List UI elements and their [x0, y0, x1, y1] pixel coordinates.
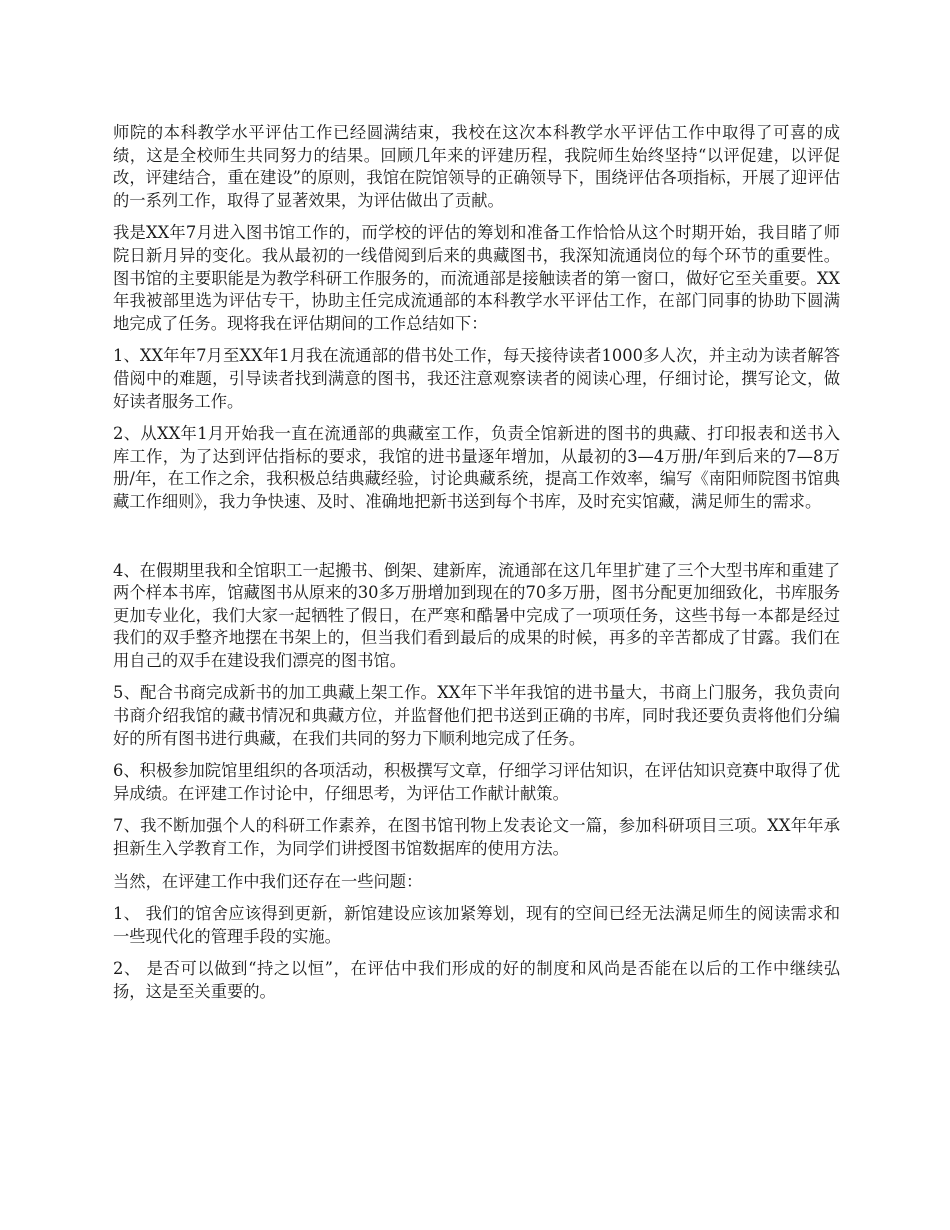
document-body [113, 122, 840, 1014]
paragraph-problem-1: 1、 我们的馆舍应该得到更新，新馆建设应该加紧筹划，现有的空间已经无法满足师生的阅读需求和一些现代化的管理手段的实施。 [113, 904, 840, 946]
paragraph-problem-2: 2、 是否可以做到“持之以恒”，在评估中我们形成的好的制度和风尚是否能在以后的工作中继续弘扬，这是至关重要的。 [113, 959, 840, 1001]
paragraph-item-7: 7、我不断加强个人的科研工作素养，在图书馆刊物上发表论文一篇，参加科研项目三项。XX年年承担新生入学教育工作，为同学们讲授图书馆数据库的使用方法。 [113, 816, 840, 859]
paragraph-item-4: 4、在假期里我和全馆职工一起搬书、倒架、建新库，流通部在这几年里扩建了三个大型书库和重建了两个样本书库，馆藏图书从原来的30多万册增加到现在的70多万册，图书分配更加细致化，书库服务更加专业化，我们大家一起牺牲了假日，在严寒和酷暑中完成了一项项任务，这些书每一本都是经过我们的双手整齐地摆在书架上的，但当我们看到最后的成果的时候，再多的辛苦都成了甘露。我们在用自己的双手在建设我们漂亮的图书馆。 [113, 560, 840, 670]
paragraph-item-2: 2、从XX年1月开始我一直在流通部的典藏室工作，负责全馆新进的图书的典藏、打印报表和送书入库工作，为了达到评估指标的要求，我馆的进书量逐年增加，从最初的3—4万册/年到后来的7—8万册/年，在工作之余，我积极总结典藏经验，讨论典藏系统，提高工作效率，编写《南阳师院图书馆典藏工作细则》，我力争快速、及时、准确地把新书送到每个书库，及时充实馆藏，满足师生的需求。 [113, 424, 840, 511]
paragraph-item-1: 1、XX年年7月至XX年1月我在流通部的借书处工作，每天接待读者1000多人次，并主动为读者解答借阅中的难题，引导读者找到满意的图书，我还注意观察读者的阅读心理，仔细讨论，撰写论文，做好读者服务工作。 [113, 346, 840, 411]
paragraph-background: 我是XX年7月进入图书馆工作的，而学校的评估的筹划和准备工作恰恰从这个时期开始，我目睹了师院日新月异的变化。我从最初的一线借阅到后来的典藏图书，我深知流通岗位的每个环节的重要性。图书馆的主要职能是为教学科研工作服务的，而流通部是接触读者的第一窗口，做好它至关重要。XX年我被部里选为评估专干，协助主任完成流通部的本科教学水平评估工作，在部门同事的协助下圆满地完成了任务。现将我在评估期间的工作总结如下： [113, 223, 840, 333]
paragraph-intro: 师院的本科教学水平评估工作已经圆满结束，我校在这次本科教学水平评估工作中取得了可喜的成绩，这是全校师生共同努力的结果。回顾几年来的评建历程，我院师生始终坚持“以评促建，以评促改，评建结合，重在建设”的原则，我馆在院馆领导的正确领导下，围绕评估各项指标，开展了迎评估的一系列工作，取得了显著效果，为评估做出了贡献。 [113, 123, 840, 210]
paragraph-problems-intro: 当然，在评建工作中我们还存在一些问题： [113, 871, 423, 891]
paragraph-item-5: 5、配合书商完成新书的加工典藏上架工作。XX年下半年我馆的进书量大，书商上门服务，我负责向书商介绍我馆的藏书情况和典藏方位，并监督他们把书送到正确的书库，同时我还要负责将他们分编好的所有图书进行典藏，在我们共同的努力下顺利地完成了任务。 [113, 683, 840, 748]
paragraph-item-6: 6、积极参加院馆里组织的各项活动，积极撰写文章，仔细学习评估知识，在评估知识竞赛中取得了优异成绩。在评建工作讨论中，仔细思考，为评估工作献计献策。 [113, 761, 840, 803]
blank-gap [113, 524, 840, 560]
